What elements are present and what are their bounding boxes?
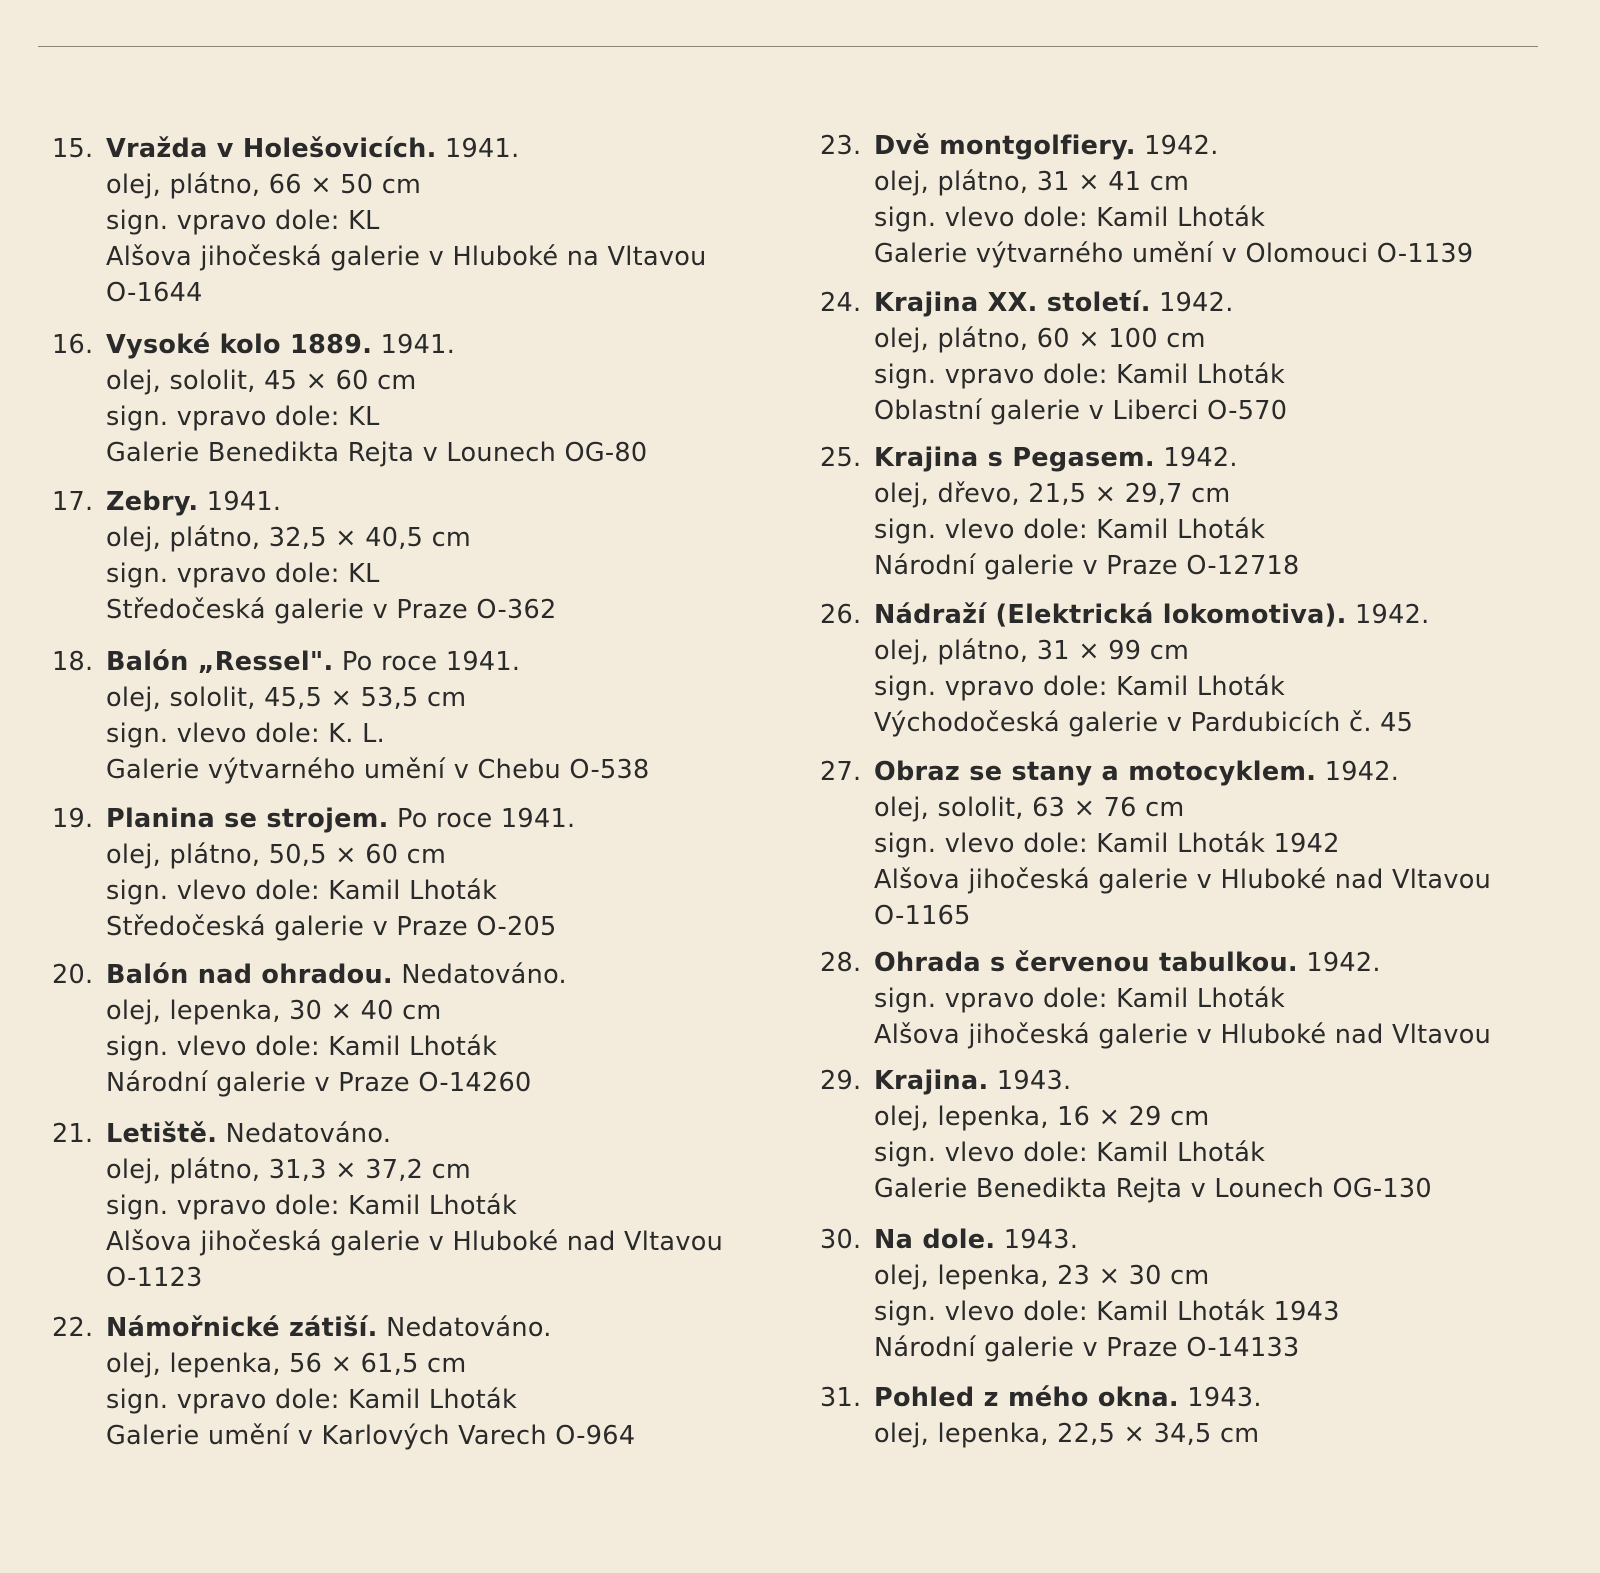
entry-number: 16. — [52, 330, 94, 360]
entry-date: Nedatováno. — [225, 1119, 392, 1149]
entry-date: Po roce 1941. — [341, 647, 521, 677]
entry-detail-line: sign. vlevo dole: Kamil Lhoták 1942 — [874, 829, 1340, 859]
entry-heading — [106, 1119, 391, 1149]
entry-title: Balón nad ohradou. — [106, 960, 393, 990]
entry-detail-line: olej, plátno, 31 × 41 cm — [874, 167, 1190, 197]
entry-heading — [106, 647, 520, 677]
entry-title: Krajina. — [874, 1066, 989, 1096]
entry-number: 30. — [820, 1225, 862, 1255]
entry-detail-line: olej, lepenka, 30 × 40 cm — [106, 996, 442, 1026]
entry-title: Vražda v Holešovicích. — [106, 134, 437, 164]
entry-detail-line: olej, plátno, 32,5 × 40,5 cm — [106, 523, 472, 553]
entry-heading — [874, 131, 1219, 161]
entry-detail-line: Oblastní galerie v Liberci O-570 — [874, 396, 1288, 426]
top-rule — [38, 46, 1538, 47]
entry-detail-line: Alšova jihočeská galerie v Hluboké nad Vltavou — [874, 1020, 1492, 1050]
entry-number: 26. — [820, 600, 862, 630]
entry-date: 1941. — [444, 134, 520, 164]
entry-date: 1942. — [1163, 443, 1238, 473]
entry-detail-line: Alšova jihočeská galerie v Hluboké nad Vltavou — [874, 865, 1492, 895]
entry-title: Balón „Ressel". — [106, 647, 334, 677]
entry-date: 1943. — [996, 1066, 1072, 1096]
entry-heading — [874, 1225, 1078, 1255]
entry-detail-line: sign. vlevo dole: Kamil Lhoták — [874, 1138, 1266, 1168]
entry-detail-line: sign. vpravo dole: Kamil Lhoták — [874, 360, 1286, 390]
entry-detail-line: sign. vlevo dole: Kamil Lhoták 1943 — [874, 1297, 1340, 1327]
entry-title: Vysoké kolo 1889. — [106, 330, 373, 360]
entry-detail-line: Národní galerie v Praze O-12718 — [874, 551, 1300, 581]
entry-detail-line: sign. vlevo dole: Kamil Lhoták — [106, 876, 498, 906]
entry-detail-line: sign. vpravo dole: Kamil Lhoták — [874, 984, 1286, 1014]
entry-heading — [106, 487, 281, 517]
entry-number: 23. — [820, 131, 862, 161]
entry-detail-line: sign. vpravo dole: KL — [106, 559, 380, 589]
entry-heading — [874, 600, 1430, 630]
entry-detail-line: O-1165 — [874, 901, 971, 931]
entry-title: Krajina XX. století. — [874, 288, 1151, 318]
entry-number: 25. — [820, 443, 862, 473]
entry-heading — [874, 948, 1381, 978]
entry-title: Obraz se stany a motocyklem. — [874, 757, 1317, 787]
entry-detail-line: olej, sololit, 63 × 76 cm — [874, 793, 1185, 823]
entry-detail-line: Galerie výtvarného umění v Chebu O-538 — [106, 755, 650, 785]
entry-heading — [106, 134, 520, 164]
entry-detail-line: olej, lepenka, 16 × 29 cm — [874, 1102, 1210, 1132]
entry-number: 20. — [52, 960, 94, 990]
entry-detail-line: Alšova jihočeská galerie v Hluboké nad Vltavou — [106, 1227, 724, 1257]
entry-detail-line: Středočeská galerie v Praze O-205 — [106, 912, 557, 942]
entry-date: 1941. — [380, 330, 456, 360]
entry-number: 28. — [820, 948, 862, 978]
entry-title: Zebry. — [106, 487, 199, 517]
entry-detail-line: sign. vpravo dole: KL — [106, 402, 380, 432]
entry-number: 27. — [820, 757, 862, 787]
entry-title: Dvě montgolfiery. — [874, 131, 1136, 161]
entry-date: 1943. — [1003, 1225, 1079, 1255]
entry-detail-line: Východočeská galerie v Pardubicích č. 45 — [874, 708, 1414, 738]
entry-detail-line: sign. vpravo dole: Kamil Lhoták — [106, 1385, 518, 1415]
entry-detail-line: sign. vpravo dole: Kamil Lhoták — [874, 672, 1286, 702]
entry-detail-line: sign. vlevo dole: Kamil Lhoták — [106, 1032, 498, 1062]
entry-detail-line: olej, plátno, 31,3 × 37,2 cm — [106, 1155, 472, 1185]
entry-number: 22. — [52, 1313, 94, 1343]
entry-number: 21. — [52, 1119, 94, 1149]
entry-title: Pohled z mého okna. — [874, 1383, 1179, 1413]
entry-detail-line: Středočeská galerie v Praze O-362 — [106, 595, 557, 625]
entry-heading — [106, 1313, 552, 1343]
entry-title: Nádraží (Elektrická lokomotiva). — [874, 600, 1347, 630]
entry-detail-line: O-1644 — [106, 278, 203, 308]
entry-date: Nedatováno. — [401, 960, 567, 990]
entry-date: 1942. — [1306, 948, 1381, 978]
entry-detail-line: sign. vlevo dole: Kamil Lhoták — [874, 203, 1266, 233]
entry-title: Planina se strojem. — [106, 804, 389, 834]
entry-date: 1941. — [206, 487, 282, 517]
entry-number: 29. — [820, 1066, 862, 1096]
entry-heading — [106, 960, 567, 990]
entry-number: 19. — [52, 804, 94, 834]
entry-detail-line: olej, lepenka, 56 × 61,5 cm — [106, 1349, 467, 1379]
entry-detail-line: olej, plátno, 60 × 100 cm — [874, 324, 1206, 354]
entry-heading — [874, 1383, 1262, 1413]
entry-date: 1942. — [1355, 600, 1430, 630]
entry-date: 1942. — [1324, 757, 1400, 787]
entry-heading — [874, 1066, 1071, 1096]
entry-title: Letiště. — [106, 1119, 218, 1149]
entry-detail-line: olej, plátno, 50,5 × 60 cm — [106, 840, 447, 870]
entry-number: 17. — [52, 487, 94, 517]
entry-heading — [874, 443, 1238, 473]
entry-number: 15. — [52, 134, 94, 164]
entry-detail-line: sign. vlevo dole: K. L. — [106, 719, 385, 749]
entry-heading — [106, 804, 575, 834]
entry-title: Krajina s Pegasem. — [874, 443, 1155, 473]
entry-detail-line: sign. vpravo dole: Kamil Lhoták — [106, 1191, 518, 1221]
entry-detail-line: olej, sololit, 45,5 × 53,5 cm — [106, 683, 467, 713]
entry-detail-line: O-1123 — [106, 1263, 203, 1293]
entry-title: Ohrada s červenou tabulkou. — [874, 948, 1298, 978]
entry-detail-line: olej, sololit, 45 × 60 cm — [106, 366, 417, 396]
entry-detail-line: Národní galerie v Praze O-14260 — [106, 1068, 532, 1098]
entry-number: 31. — [820, 1383, 862, 1413]
entry-heading — [874, 288, 1234, 318]
entry-date: 1942. — [1144, 131, 1219, 161]
entry-detail-line: Galerie umění v Karlových Varech O-964 — [106, 1421, 636, 1451]
entry-detail-line: Alšova jihočeská galerie v Hluboké na Vltavou — [106, 242, 707, 272]
entry-date: Nedatováno. — [386, 1313, 552, 1343]
entry-heading — [874, 757, 1399, 787]
entry-detail-line: olej, lepenka, 22,5 × 34,5 cm — [874, 1419, 1260, 1449]
entry-detail-line: olej, plátno, 31 × 99 cm — [874, 636, 1190, 666]
entry-number: 24. — [820, 288, 862, 318]
entry-detail-line: olej, lepenka, 23 × 30 cm — [874, 1261, 1210, 1291]
entry-title: Námořnické zátiší. — [106, 1313, 378, 1343]
entry-heading — [106, 330, 455, 360]
entry-date: 1942. — [1159, 288, 1234, 318]
entry-detail-line: olej, dřevo, 21,5 × 29,7 cm — [874, 479, 1231, 509]
entry-detail-line: sign. vpravo dole: KL — [106, 206, 380, 236]
entry-detail-line: Galerie výtvarného umění v Olomouci O-1139 — [874, 239, 1474, 269]
entry-detail-line: Národní galerie v Praze O-14133 — [874, 1333, 1300, 1363]
entry-detail-line: Galerie Benedikta Rejta v Lounech OG-130 — [874, 1174, 1432, 1204]
entry-date: 1943. — [1187, 1383, 1262, 1413]
entry-date: Po roce 1941. — [396, 804, 576, 834]
entry-number: 18. — [52, 647, 94, 677]
entry-detail-line: olej, plátno, 66 × 50 cm — [106, 170, 422, 200]
entry-detail-line: sign. vlevo dole: Kamil Lhoták — [874, 515, 1266, 545]
entry-detail-line: Galerie Benedikta Rejta v Lounech OG-80 — [106, 438, 648, 468]
entry-title: Na dole. — [874, 1225, 996, 1255]
